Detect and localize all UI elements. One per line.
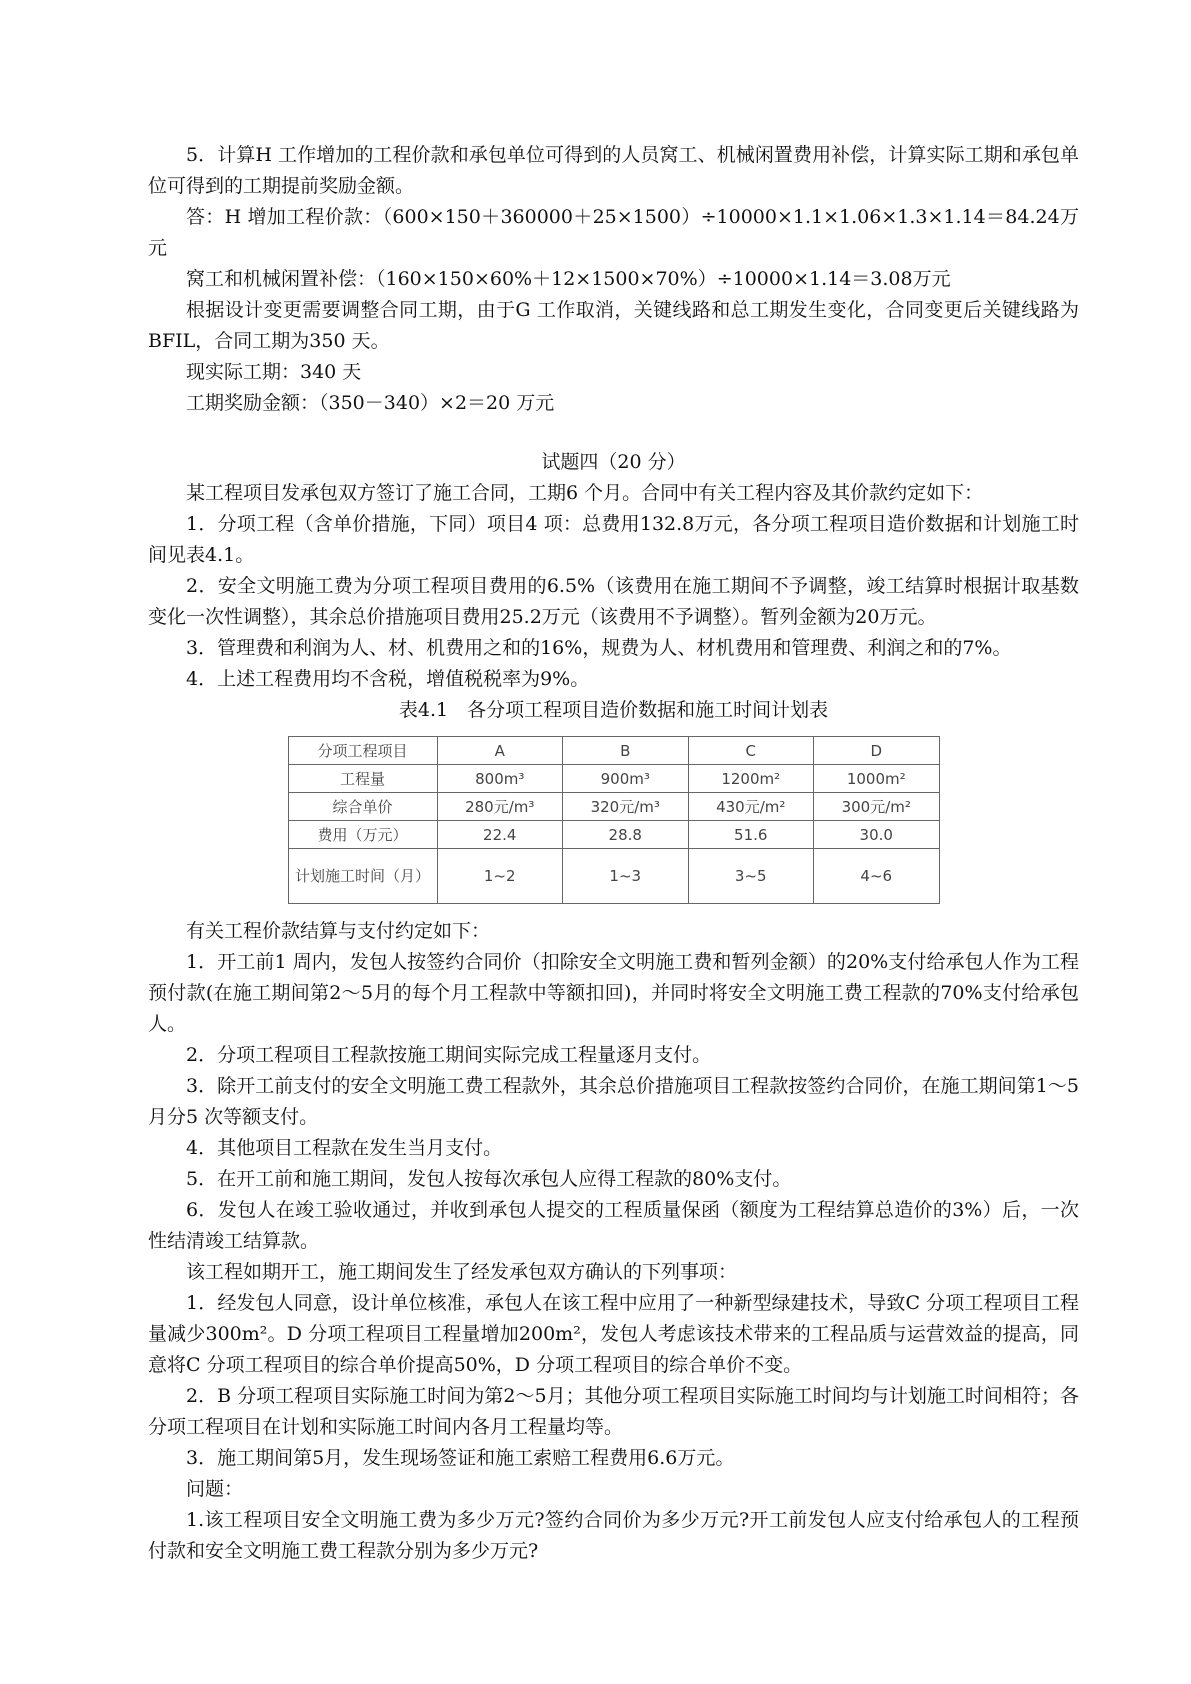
events-intro: 该工程如期开工，施工期间发生了经发承包双方确认的下列事项： (186, 1261, 738, 1283)
row-header: 计划施工时间（月） (288, 849, 437, 904)
answer-line-1: 答：H 增加工程价款：（600×150＋360000＋25×1500）÷10000×1.1×1.06×1.3×1.14＝84.24万元 (148, 206, 1079, 259)
payment-item-1: 1．开工前1 周内，发包人按签约合同价（扣除安全文明施工费和暂列金额）的20%支付给承包人作为工程预付款(在施工期间第2～5月的每个月工程款中等额扣回)，并同时将安全文明施工费工程款的70%支付给承包人。 (148, 951, 1079, 1035)
table-cell: 430元/m² (688, 793, 814, 821)
table-cell: 51.6 (688, 821, 814, 849)
table-row (288, 793, 939, 821)
payment-item-3: 3．除开工前支付的安全文明施工费工程款外，其余总价措施项目工程款按签约合同价，在施工期间第1～5月分5 次等额支付。 (148, 1075, 1079, 1128)
table-cell: 4~6 (814, 849, 940, 904)
table-row (288, 849, 939, 904)
row-header: 工程量 (288, 765, 437, 793)
answer-line-2: 窝工和机械闲置补偿：（160×150×60%＋12×1500×70%）÷10000×1.14＝3.08万元 (186, 268, 951, 290)
payment-item-4: 4．其他项目工程款在发生当月支付。 (186, 1137, 503, 1159)
table-cell: D (814, 737, 940, 765)
row-header: 分项工程项目 (288, 737, 437, 765)
contract-term-4: 4．上述工程费用均不含税，增值税税率为9%。 (186, 668, 590, 690)
event-item-2: 2．B 分项工程项目实际施工时间为第2～5月；其他分项工程项目实际施工时间均与计划施工时间相符；各分项工程项目在计划和实际施工时间内各月工程量均等。 (148, 1385, 1079, 1438)
table-cell: 1~2 (437, 849, 563, 904)
table-cell: B (563, 737, 689, 765)
answer-line-4: 现实际工期：340 天 (186, 361, 362, 383)
table-cell: A (437, 737, 563, 765)
questions-label: 问题： (186, 1478, 244, 1500)
document-body (148, 140, 1079, 1567)
table-cell: 300元/m² (814, 793, 940, 821)
table-row (288, 737, 939, 765)
payment-intro: 有关工程价款结算与支付约定如下： (186, 920, 491, 942)
question-5: 5．计算H 工作增加的工程价款和承包单位可得到的人员窝工、机械闲置费用补偿，计算实际工期和承包单位可得到的工期提前奖励金额。 (148, 144, 1079, 197)
table-cell: 22.4 (437, 821, 563, 849)
section-title: 试题四（20 分） (541, 451, 686, 473)
event-item-1: 1．经发包人同意，设计单位核准，承包人在该工程中应用了一种新型绿建技术，导致C 分项工程项目工程量减少300m²。D 分项工程项目工程量增加200m²，发包人考虑该技术带来的工程品质与运营效益的提高，同意将C 分项工程项目的综合单价提高50%，D 分项工程项目的综合单价不变。 (148, 1292, 1079, 1376)
table-cell: 900m³ (563, 765, 689, 793)
table-cell: 1~3 (563, 849, 689, 904)
table-cell: 800m³ (437, 765, 563, 793)
table-cell: 280元/m³ (437, 793, 563, 821)
payment-item-5: 5．在开工前和施工期间，发包人按每次承包人应得工程款的80%支付。 (186, 1168, 792, 1190)
contract-term-2: 2．安全文明施工费为分项工程项目费用的6.5%（该费用在施工期间不予调整，竣工结算时根据计取基数变化一次性调整），其余总价措施项目费用25.2万元（该费用不予调整）。暂列金额为20万元。 (148, 575, 1079, 628)
table-cell: 3~5 (688, 849, 814, 904)
cost-schedule-table (288, 736, 940, 904)
table-cell: 28.8 (563, 821, 689, 849)
table-cell: C (688, 737, 814, 765)
table-cell: 320元/m³ (563, 793, 689, 821)
contract-term-3: 3．管理费和利润为人、材、机费用之和的16%，规费为人、材机费用和管理费、利润之和的7%。 (186, 637, 1012, 659)
table-cell: 30.0 (814, 821, 940, 849)
answer-line-3: 根据设计变更需要调整合同工期，由于G 工作取消，关键线路和总工期发生变化，合同变更后关键线路为BFIL，合同工期为350 天。 (148, 299, 1079, 352)
table-row (288, 765, 939, 793)
table-cell: 1000m² (814, 765, 940, 793)
answer-line-5: 工期奖励金额：（350－340）×2＝20 万元 (186, 392, 555, 414)
event-item-3: 3．施工期间第5月，发生现场签证和施工索赔工程费用6.6万元。 (186, 1447, 735, 1469)
row-header: 综合单价 (288, 793, 437, 821)
table-caption: 表4.1 各分项工程项目造价数据和施工时间计划表 (398, 699, 829, 721)
payment-item-6: 6．发包人在竣工验收通过，并收到承包人提交的工程质量保函（额度为工程结算总造价的3%）后，一次性结清竣工结算款。 (148, 1199, 1079, 1252)
section-intro: 某工程项目发承包双方签订了施工合同，工期6 个月。合同中有关工程内容及其价款约定如下： (186, 482, 984, 504)
row-header: 费用（万元） (288, 821, 437, 849)
question-1: 1.该工程项目安全文明施工费为多少万元?签约合同价为多少万元?开工前发包人应支付给承包人的工程预付款和安全文明施工费工程款分别为多少万元? (148, 1509, 1079, 1562)
contract-term-1: 1．分项工程（含单价措施，下同）项目4 项：总费用132.8万元，各分项工程项目造价数据和计划施工时间见表4.1。 (148, 513, 1079, 566)
payment-item-2: 2．分项工程项目工程款按施工期间实际完成工程量逐月支付。 (186, 1044, 712, 1066)
table-row (288, 821, 939, 849)
table-cell: 1200m² (688, 765, 814, 793)
section-gap (148, 419, 1079, 443)
